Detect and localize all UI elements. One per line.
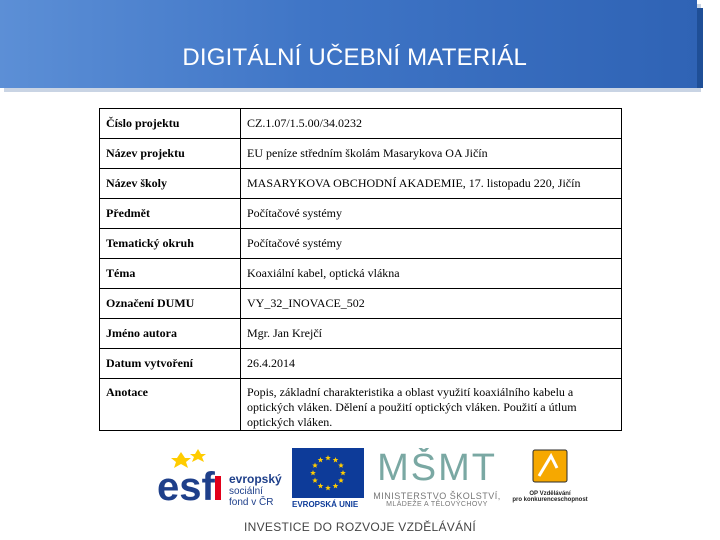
row-label: Datum vytvoření [100, 349, 241, 379]
table-row [100, 289, 622, 319]
slogan: INVESTICE DO ROZVOJE VZDĚLÁVÁNÍ [243, 520, 476, 534]
op-line2: pro konkurenceschopnost [512, 497, 588, 503]
row-label: Téma [100, 259, 241, 289]
op-book-icon [525, 446, 575, 486]
msmt-line1: MINISTERSTVO ŠKOLSTVÍ, [373, 491, 501, 501]
row-label: Tematický okruh [100, 229, 241, 259]
msmt-logo [372, 448, 502, 508]
msmt-line2: MLÁDEŽE A TĚLOVÝCHOVY [386, 501, 488, 508]
eu-star [310, 470, 316, 475]
row-value: Počítačové systémy [241, 199, 622, 229]
esf-mark: esf [157, 465, 215, 508]
row-label: Název projektu [100, 139, 241, 169]
msmt-mark-icon [372, 448, 502, 484]
header-banner-edge [697, 8, 703, 88]
eu-label: EVROPSKÁ UNIE [292, 500, 359, 509]
eu-star [325, 455, 331, 460]
row-value: Mgr. Jan Krejčí [241, 319, 622, 349]
project-info-table [99, 108, 622, 431]
row-label: Anotace [100, 379, 241, 431]
eu-star [333, 457, 339, 462]
eu-star [318, 457, 324, 462]
op-line1: OP Vzdělávání [529, 491, 571, 497]
table-row [100, 229, 622, 259]
page-title: DIGITÁLNÍ UČEBNÍ MATERIÁL [182, 44, 527, 71]
eu-star [338, 478, 344, 483]
eu-stars-icon [292, 448, 364, 498]
row-value: EU peníze středním školám Masarykova OA Jičín [241, 139, 622, 169]
table-row [100, 139, 622, 169]
table-row [100, 259, 622, 289]
table-row [100, 169, 622, 199]
logo-strip [0, 440, 720, 540]
eu-star [340, 470, 346, 475]
row-value: 26.4.2014 [241, 349, 622, 379]
eu-flag [292, 448, 364, 498]
row-value: VY_32_INOVACE_502 [241, 289, 622, 319]
esf-text: evropský sociální fond v ČR [229, 472, 282, 508]
eu-star [333, 483, 339, 488]
svg-text:MŠMT: MŠMT [377, 448, 497, 484]
row-value: Počítačové systémy [241, 229, 622, 259]
table-row [100, 349, 622, 379]
eu-star [312, 478, 318, 483]
row-label: Označení DUMU [100, 289, 241, 319]
row-label: Číslo projektu [100, 109, 241, 139]
table-row [100, 319, 622, 349]
row-label: Jméno autora [100, 319, 241, 349]
row-value: MASARYKOVA OBCHODNÍ AKADEMIE, 17. listopadu 220, Jičín [241, 169, 622, 199]
row-value: CZ.1.07/1.5.00/34.0232 [241, 109, 622, 139]
row-value: Popis, základní charakteristika a oblast využití koaxiálního kabelu a optických vláken. Dělení a použití optických vláken. Použití a útlum optických vláken. [241, 379, 622, 431]
eu-star [312, 463, 318, 468]
table-row [100, 379, 622, 431]
table-row [100, 109, 622, 139]
row-value: Koaxiální kabel, optická vlákna [241, 259, 622, 289]
esf-logo [157, 448, 287, 513]
row-label: Předmět [100, 199, 241, 229]
op-logo [505, 446, 595, 503]
eu-star [325, 485, 331, 490]
eu-star [318, 483, 324, 488]
eu-star [338, 463, 344, 468]
table-row [100, 199, 622, 229]
row-label: Název školy [100, 169, 241, 199]
